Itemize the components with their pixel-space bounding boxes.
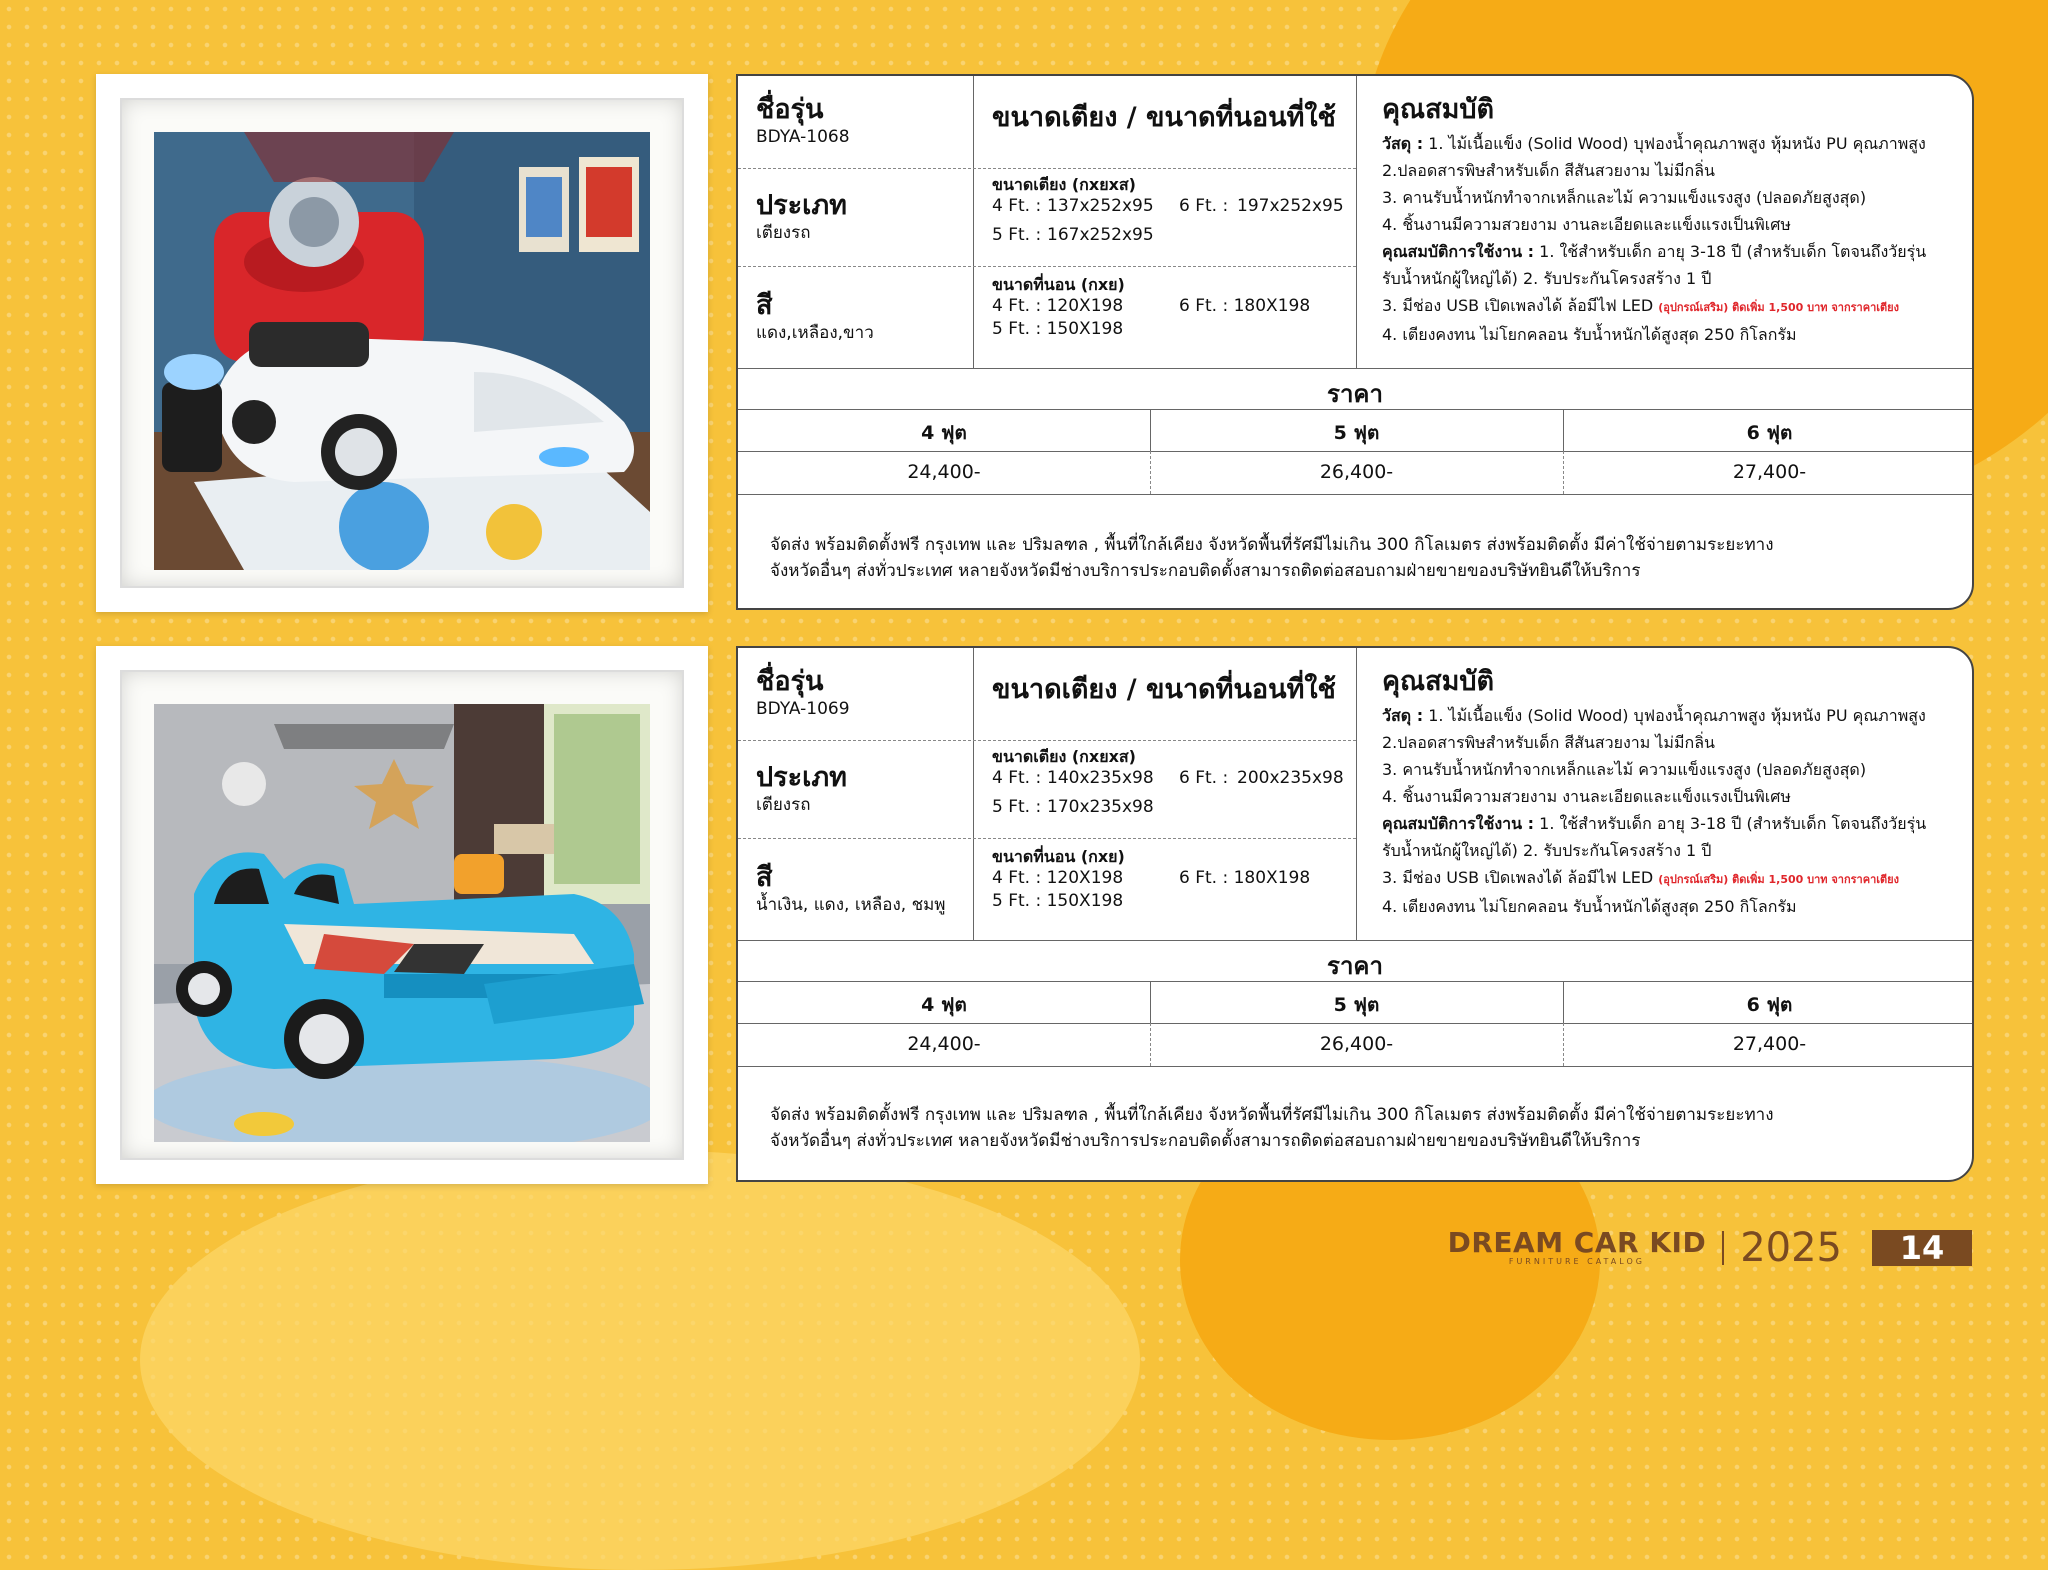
model-cell: [756, 666, 850, 720]
mattress-size: 5 Ft. : 150X198: [992, 319, 1124, 339]
usage-line: 1. ใช้สำหรับเด็ก อายุ 3-18 ปี (สำหรับเด็ก โตจนถึงวัยรุ่น: [1539, 242, 1927, 261]
material-line: 1. ไม้เนื้อแข็ง (Solid Wood) บุฟองน้ำคุณภาพสูง หุ้มหนัง PU คุณภาพสูง: [1428, 706, 1926, 725]
footer-separator: [1722, 1231, 1724, 1265]
properties-block: [1382, 94, 1926, 348]
mattress-size-block: [992, 274, 1352, 341]
bed-size-title: ขนาดเตียง (กxยxส): [992, 747, 1136, 766]
divider: [738, 1023, 1972, 1024]
material-line: 2.ปลอดสารพิษสำหรับเด็ก สีสันสวยงาม ไม่มีกลิ่น: [1382, 161, 1715, 180]
brand-name: DREAM CAR KID: [1447, 1226, 1707, 1259]
bed-size-value: 137x252x95: [1047, 196, 1154, 216]
price-5ft: 26,400-: [1319, 461, 1394, 483]
model-cell: [756, 94, 850, 148]
delivery-note: [770, 532, 1774, 584]
color-cell: [756, 862, 946, 916]
type-value: เตียงรถ: [756, 223, 811, 243]
divider: [738, 266, 1356, 267]
divider: [1356, 648, 1357, 940]
price-6ft: 27,400-: [1732, 1033, 1807, 1055]
product-photo-frame: [96, 74, 708, 612]
price-5ft: 26,400-: [1319, 1033, 1394, 1055]
divider: [738, 451, 1972, 452]
bed-size-value: 167x252x95: [1047, 225, 1154, 245]
divider: [738, 940, 1972, 941]
divider: [738, 368, 1972, 369]
usage-line: รับน้ำหนักผู้ใหญ่ได้) 2. รับประกันโครงสร้าง 1 ปี: [1382, 269, 1712, 288]
properties-block: [1382, 666, 1926, 920]
mattress-size-block: [992, 846, 1352, 913]
properties-title: คุณสมบัติ: [1382, 666, 1495, 697]
price-col-5ft: 5 ฟุต: [1333, 422, 1380, 444]
model-label: ชื่อรุ่น: [756, 666, 824, 697]
price-col-4ft: 4 ฟุต: [921, 994, 967, 1016]
price-col-6ft: 6 ฟุต: [1746, 422, 1793, 444]
divider: [973, 76, 974, 368]
material-line: 1. ไม้เนื้อแข็ง (Solid Wood) บุฟองน้ำคุณภาพสูง หุ้มหนัง PU คุณภาพสูง: [1428, 134, 1926, 153]
usage-note: (อุปกรณ์เสริม) ติดเพิ่ม 1,500 บาท จากราคาเตียง: [1658, 301, 1899, 314]
bed-size-label: 4 Ft. :: [992, 768, 1042, 788]
delivery-line: จัดส่ง พร้อมติดตั้งฟรี กรุงเทพ และ ปริมลฑล , พื้นที่ใกล้เคียง จังหวัดพื้นที่รัศมีไม่เกิน 300 กิโลเมตร ส่งพร้อมติดตั้ง มีค่าใช้จ่ายตามระยะทาง: [770, 535, 1774, 555]
brand-subtitle: FURNITURE CATALOG: [1508, 1257, 1645, 1266]
color-value: น้ำเงิน, แดง, เหลือง, ชมพู: [756, 895, 946, 915]
price-col-4ft: 4 ฟุต: [921, 422, 967, 444]
price-6ft: 27,400-: [1732, 461, 1807, 483]
bed-size-value: 197x252x95: [1237, 196, 1344, 216]
product-photo-frame: [96, 646, 708, 1184]
bed-size-block: [992, 174, 1352, 247]
bed-size-label: 5 Ft. :: [992, 797, 1042, 817]
price-col-5ft: 5 ฟุต: [1333, 994, 1380, 1016]
price-label: ราคา: [1327, 952, 1383, 980]
product-photo-white-race-car-bed: [154, 132, 650, 570]
mattress-size: 5 Ft. : 150X198: [992, 891, 1124, 911]
divider: [738, 740, 1356, 741]
usage-line: 1. ใช้สำหรับเด็ก อายุ 3-18 ปี (สำหรับเด็ก โตจนถึงวัยรุ่น: [1539, 814, 1927, 833]
bed-size-label: 6 Ft. :: [1179, 196, 1229, 216]
mattress-size: 4 Ft. : 120X198: [992, 296, 1124, 316]
bed-size-label: 5 Ft. :: [992, 225, 1042, 245]
size-header: ขนาดเตียง / ขนาดที่นอนที่ใช้: [992, 102, 1336, 133]
price-col-6ft: 6 ฟุต: [1746, 994, 1793, 1016]
bed-size-value: 200x235x98: [1237, 768, 1344, 788]
model-value: BDYA-1069: [756, 699, 850, 719]
divider: [738, 494, 1972, 495]
type-label: ประเภท: [756, 762, 847, 793]
divider: [738, 168, 1356, 169]
product-photo-blue-race-car-bed: [154, 704, 650, 1142]
usage-line: 3. มีช่อง USB เปิดเพลงได้ ล้อมีไฟ LED: [1382, 868, 1654, 887]
type-label: ประเภท: [756, 190, 847, 221]
color-label: สี: [756, 290, 773, 321]
mattress-size: 6 Ft. : 180X198: [1179, 868, 1311, 888]
bed-size-block: [992, 746, 1352, 819]
price-4ft: 24,400-: [907, 461, 981, 483]
delivery-note: [770, 1102, 1774, 1154]
bed-size-title: ขนาดเตียง (กxยxส): [992, 175, 1136, 194]
material-line: 2.ปลอดสารพิษสำหรับเด็ก สีสันสวยงาม ไม่มีกลิ่น: [1382, 733, 1715, 752]
model-label: ชื่อรุ่น: [756, 94, 824, 125]
material-line: 3. คานรับน้ำหนักทำจากเหล็กและไม้ ความแข็งแรงสูง (ปลอดภัยสูงสุด): [1382, 760, 1867, 779]
type-cell: [756, 762, 847, 816]
divider: [973, 648, 974, 940]
product-spec-card: [736, 74, 1974, 610]
brand-logo: [1447, 1226, 1707, 1267]
catalog-year: 2025: [1740, 1225, 1842, 1271]
page-number: 14: [1872, 1230, 1972, 1266]
mattress-size-title: ขนาดที่นอน (กxย): [992, 275, 1125, 294]
material-line: 4. ชิ้นงานมีความสวยงาม งานละเอียดและแข็งแรงเป็นพิเศษ: [1382, 215, 1791, 234]
color-cell: [756, 290, 874, 344]
bed-size-value: 170x235x98: [1047, 797, 1154, 817]
divider: [738, 838, 1356, 839]
color-label: สี: [756, 862, 773, 893]
delivery-line: จังหวัดอื่นๆ ส่งทั่วประเทศ หลายจังหวัดมีช่างบริการประกอบติดตั้งสามารถติดต่อสอบถามฝ่ายขายของบริษัทยินดีให้บริการ: [770, 561, 1641, 581]
mattress-size: 6 Ft. : 180X198: [1179, 296, 1311, 316]
usage-label: คุณสมบัติการใช้งาน :: [1382, 242, 1535, 261]
color-value: แดง,เหลือง,ขาว: [756, 323, 874, 343]
usage-line: 4. เตียงคงทน ไม่โยกคลอน รับน้ำหนักได้สูงสุด 250 กิโลกรัม: [1382, 325, 1797, 344]
usage-label: คุณสมบัติการใช้งาน :: [1382, 814, 1535, 833]
type-value: เตียงรถ: [756, 795, 811, 815]
size-header: ขนาดเตียง / ขนาดที่นอนที่ใช้: [992, 674, 1336, 705]
material-line: 4. ชิ้นงานมีความสวยงาม งานละเอียดและแข็งแรงเป็นพิเศษ: [1382, 787, 1791, 806]
catalog-footer: [1447, 1225, 1972, 1271]
material-label: วัสดุ :: [1382, 134, 1424, 153]
price-4ft: 24,400-: [907, 1033, 981, 1055]
properties-title: คุณสมบัติ: [1382, 94, 1495, 125]
delivery-line: จัดส่ง พร้อมติดตั้งฟรี กรุงเทพ และ ปริมลฑล , พื้นที่ใกล้เคียง จังหวัดพื้นที่รัศมีไม่เกิน 300 กิโลเมตร ส่งพร้อมติดตั้ง มีค่าใช้จ่ายตามระยะทาง: [770, 1105, 1774, 1125]
usage-line: 4. เตียงคงทน ไม่โยกคลอน รับน้ำหนักได้สูงสุด 250 กิโลกรัม: [1382, 897, 1797, 916]
material-line: 3. คานรับน้ำหนักทำจากเหล็กและไม้ ความแข็งแรงสูง (ปลอดภัยสูงสุด): [1382, 188, 1867, 207]
model-value: BDYA-1068: [756, 127, 850, 147]
delivery-line: จังหวัดอื่นๆ ส่งทั่วประเทศ หลายจังหวัดมีช่างบริการประกอบติดตั้งสามารถติดต่อสอบถามฝ่ายขายของบริษัทยินดีให้บริการ: [770, 1131, 1641, 1151]
usage-line: รับน้ำหนักผู้ใหญ่ได้) 2. รับประกันโครงสร้าง 1 ปี: [1382, 841, 1712, 860]
material-label: วัสดุ :: [1382, 706, 1424, 725]
type-cell: [756, 190, 847, 244]
usage-note: (อุปกรณ์เสริม) ติดเพิ่ม 1,500 บาท จากราคาเตียง: [1658, 873, 1899, 886]
divider: [1356, 76, 1357, 368]
bed-size-value: 140x235x98: [1047, 768, 1154, 788]
background-blob: [140, 1150, 1140, 1570]
bed-size-label: 6 Ft. :: [1179, 768, 1229, 788]
bed-size-label: 4 Ft. :: [992, 196, 1042, 216]
usage-line: 3. มีช่อง USB เปิดเพลงได้ ล้อมีไฟ LED: [1382, 296, 1654, 315]
divider: [738, 1066, 1972, 1067]
product-spec-card: [736, 646, 1974, 1182]
mattress-size: 4 Ft. : 120X198: [992, 868, 1124, 888]
mattress-size-title: ขนาดที่นอน (กxย): [992, 847, 1125, 866]
price-label: ราคา: [1327, 380, 1383, 408]
